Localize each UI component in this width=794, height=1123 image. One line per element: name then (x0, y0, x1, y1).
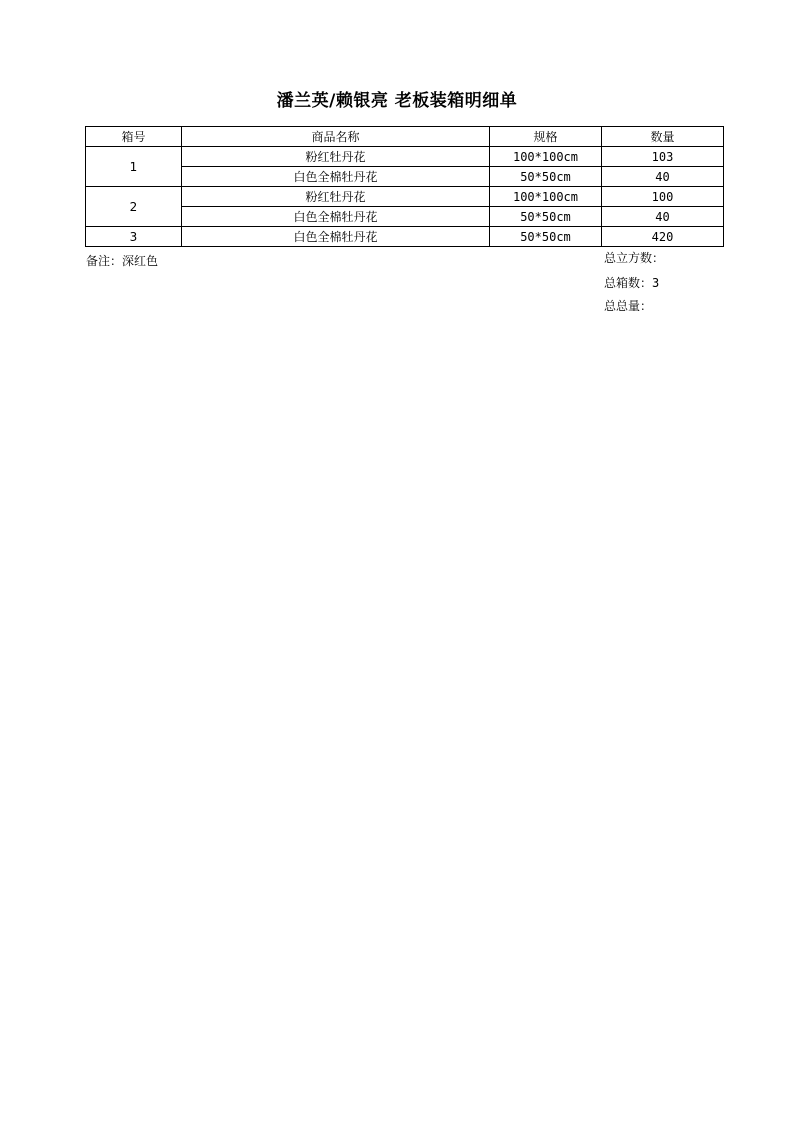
spec-cell: 100*100cm (490, 187, 602, 207)
box-no-cell: 3 (86, 227, 182, 247)
box-no-cell: 2 (86, 187, 182, 227)
product-cell: 粉红牡丹花 (182, 187, 490, 207)
header-product: 商品名称 (182, 127, 490, 147)
table-row (86, 187, 724, 207)
header-qty: 数量 (602, 127, 724, 147)
qty-cell: 100 (602, 187, 724, 207)
total-boxes-value: 3 (652, 276, 660, 290)
spec-cell: 50*50cm (490, 227, 602, 247)
total-weight-label: 总总量： (604, 299, 653, 313)
page-title: 潘兰英/赖银亮 老板装箱明细单 (276, 91, 518, 111)
header-spec: 规格 (490, 127, 602, 147)
box-no-cell: 1 (86, 147, 182, 187)
total-volume-label: 总立方数： (604, 251, 665, 265)
header-box-no: 箱号 (86, 127, 182, 147)
packing-table (85, 126, 724, 247)
qty-cell: 40 (602, 167, 724, 187)
remark-note: 备注：深红色 (86, 254, 159, 268)
table-row (86, 167, 724, 187)
product-cell: 粉红牡丹花 (182, 147, 490, 167)
table-row (86, 207, 724, 227)
qty-cell: 40 (602, 207, 724, 227)
table-row (86, 227, 724, 247)
total-boxes-label: 总箱数： (604, 276, 653, 290)
total-volume-line (604, 249, 664, 266)
table-header-row (86, 127, 724, 147)
qty-cell: 103 (602, 147, 724, 167)
total-weight-line (604, 297, 652, 314)
table-row (86, 147, 724, 167)
total-boxes-line (604, 274, 659, 291)
product-cell: 白色全棉牡丹花 (182, 167, 490, 187)
qty-cell: 420 (602, 227, 724, 247)
spec-cell: 50*50cm (490, 207, 602, 227)
spec-cell: 50*50cm (490, 167, 602, 187)
product-cell: 白色全棉牡丹花 (182, 207, 490, 227)
product-cell: 白色全棉牡丹花 (182, 227, 490, 247)
spec-cell: 100*100cm (490, 147, 602, 167)
